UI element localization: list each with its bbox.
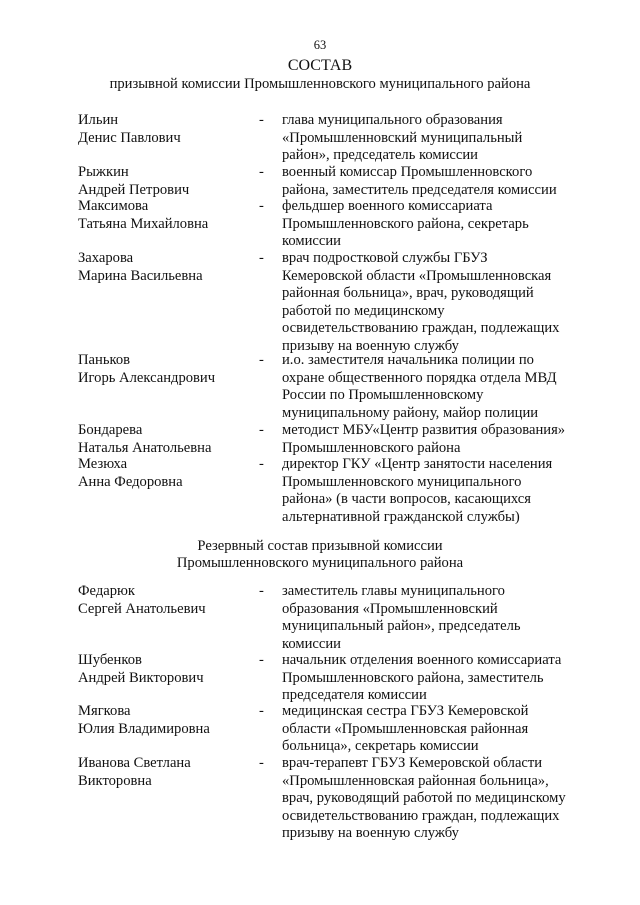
member-role-line: директор ГКУ «Центр занятости населения xyxy=(282,456,553,472)
member-role xyxy=(282,352,592,422)
member-role-line: комиссии xyxy=(282,635,341,652)
member-name-line: Федарюк xyxy=(78,583,136,599)
dash-separator: - xyxy=(259,198,264,214)
member-name xyxy=(78,250,258,285)
member-role-line: России по Промышленновскому xyxy=(282,387,484,403)
dash-separator: - xyxy=(259,703,264,719)
member-role xyxy=(282,703,592,756)
member-name xyxy=(78,112,258,147)
member-name xyxy=(78,703,258,738)
member-role xyxy=(282,422,592,457)
member-role-line: работой по медицинскому xyxy=(282,302,445,319)
member-role xyxy=(282,112,592,165)
reserve-heading-line-1: Резервный состав призывной комиссии xyxy=(197,538,443,554)
member-role-line: освидетельствованию граждан, подлежащих xyxy=(282,320,560,336)
member-role xyxy=(282,164,592,199)
member-role-line: Промышленновского района xyxy=(282,439,461,456)
member-role xyxy=(282,250,592,355)
member-name-line: Паньков xyxy=(78,352,131,368)
member-role-line: военный комиссар Промышленновского xyxy=(282,164,533,180)
member-name xyxy=(78,652,258,687)
member-role xyxy=(282,755,592,843)
page-number: 63 xyxy=(313,38,327,52)
member-role-line: «Промышленновский муниципальный xyxy=(282,129,523,146)
member-name-line: Сергей Анатольевич xyxy=(78,600,206,617)
member-name-line: Андрей Викторович xyxy=(78,669,204,686)
member-name-line: Татьяна Михайловна xyxy=(78,215,209,232)
member-name-line: Наталья Анатольевна xyxy=(78,439,212,456)
member-name-line: Шубенков xyxy=(78,652,142,668)
member-role-line: муниципальный район», председатель xyxy=(282,618,521,634)
member-role-line: Кемеровской области «Промышленновская xyxy=(282,267,552,284)
member-name-line: Бондарева xyxy=(78,422,143,438)
member-name xyxy=(78,755,258,790)
member-role xyxy=(282,583,592,653)
member-role-line: района» (в части вопросов, касающихся xyxy=(282,491,531,507)
member-role-line: района, заместитель председателя комиссии xyxy=(282,181,557,198)
member-role-line: методист МБУ«Центр развития образования» xyxy=(282,422,566,438)
member-role-line: Промышленновского района, заместитель xyxy=(282,669,544,686)
member-name xyxy=(78,198,258,233)
member-name-line: Марина Васильевна xyxy=(78,267,203,284)
member-role-line: начальник отделения военного комиссариата xyxy=(282,652,562,668)
member-role-line: альтернативной гражданской службы) xyxy=(282,508,520,525)
dash-separator: - xyxy=(259,652,264,668)
dash-separator: - xyxy=(259,583,264,599)
member-role-line: и.о. заместителя начальника полиции по xyxy=(282,352,534,368)
member-name-line: Рыжкин xyxy=(78,164,129,180)
member-role-line: Промышленновского района, секретарь xyxy=(282,215,529,232)
member-name-line: Мягкова xyxy=(78,703,131,719)
member-role xyxy=(282,652,592,705)
member-role-line: фельдшер военного комиссариата xyxy=(282,198,493,214)
member-role-line: призыву на военную службу xyxy=(282,825,459,841)
member-name-line: Максимова xyxy=(78,198,149,214)
member-role-line: район», председатель комиссии xyxy=(282,147,478,163)
member-role-line: глава муниципального образования xyxy=(282,112,503,128)
document-title: СОСТАВ xyxy=(287,57,353,74)
dash-separator: - xyxy=(259,352,264,368)
member-role-line: врач, руководящий работой по медицинскому xyxy=(282,790,566,806)
member-name-line: Игорь Александрович xyxy=(78,369,216,386)
member-name-line: Захарова xyxy=(78,250,134,266)
member-role-line: муниципальному району, майор полиции xyxy=(282,404,539,421)
member-name-line: Анна Федоровна xyxy=(78,473,183,490)
dash-separator: - xyxy=(259,456,264,472)
member-role-line: больница», секретарь комиссии xyxy=(282,738,479,754)
member-name xyxy=(78,352,258,387)
member-name xyxy=(78,583,258,618)
dash-separator: - xyxy=(259,250,264,266)
member-role xyxy=(282,198,592,251)
member-role-line: комиссии xyxy=(282,233,341,249)
member-role-line: врач-терапевт ГБУЗ Кемеровской области xyxy=(282,755,543,771)
document-subtitle: призывной комиссии Промышленновского муниципального района xyxy=(109,76,531,92)
dash-separator: - xyxy=(259,755,264,771)
member-role-line: призыву на военную службу xyxy=(282,337,459,354)
member-name-line: Ильин xyxy=(78,112,119,128)
member-name-line: Андрей Петрович xyxy=(78,181,190,198)
member-role-line: председателя комиссии xyxy=(282,687,427,703)
dash-separator: - xyxy=(259,164,264,180)
member-role-line: «Промышленновская районная больница», xyxy=(282,772,549,789)
member-role-line: медицинская сестра ГБУЗ Кемеровской xyxy=(282,703,529,719)
member-name-line: Иванова Светлана xyxy=(78,755,191,771)
member-role-line: врач подростковой службы ГБУЗ xyxy=(282,250,488,266)
member-name xyxy=(78,422,258,457)
reserve-heading-line-2: Промышленновского муниципального района xyxy=(176,555,464,571)
member-role-line: охране общественного порядка отдела МВД xyxy=(282,369,557,386)
member-name-line: Юлия Владимировна xyxy=(78,720,210,737)
member-name xyxy=(78,456,258,491)
member-role-line: образования «Промышленновский xyxy=(282,600,498,617)
member-role-line: заместитель главы муниципального xyxy=(282,583,505,599)
member-role-line: Промышленновского муниципального xyxy=(282,473,522,490)
member-name-line: Мезюха xyxy=(78,456,128,472)
dash-separator: - xyxy=(259,112,264,128)
member-name-line: Денис Павлович xyxy=(78,129,181,146)
member-name-line: Викторовна xyxy=(78,772,152,789)
member-name xyxy=(78,164,258,199)
member-role-line: районная больница», врач, руководящий xyxy=(282,285,534,301)
member-role-line: освидетельствованию граждан, подлежащих xyxy=(282,807,560,824)
member-role-line: области «Промышленновская районная xyxy=(282,720,529,737)
member-role xyxy=(282,456,592,526)
dash-separator: - xyxy=(259,422,264,438)
